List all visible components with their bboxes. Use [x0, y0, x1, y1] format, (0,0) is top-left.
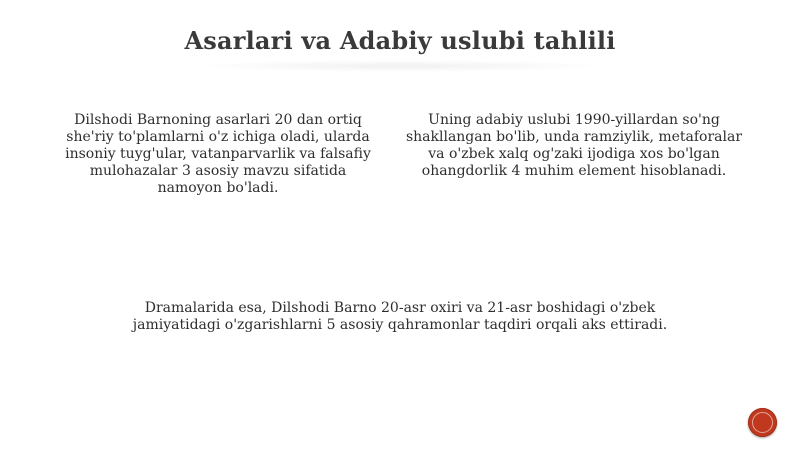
slide-title: Asarlari va Adabiy uslubi tahlili	[184, 26, 616, 55]
circle-button-icon[interactable]	[748, 408, 777, 437]
right-text-block: Uning adabiy uslubi 1990-yillardan so'ng shakllangan bo'lib, unda ramziylik, metaforalar va o'zbek xalq og'zaki ijodiga xos bo'lgan ohangdorlik 4 muhim element hisoblanadi.	[405, 112, 743, 179]
left-text-block: Dilshodi Barnoning asarlari 20 dan ortiq she'riy to'plamlarni o'z ichiga oladi, ularda insoniy tuyg'ular, vatanparvarlik va falsafiy mulohazalar 3 asosiy mavzu sifatida namoyon bo'ladi.	[65, 112, 371, 196]
nav-button-ring	[752, 412, 773, 433]
title-shadow	[190, 60, 610, 72]
bottom-text-block: Dramalarida esa, Dilshodi Barno 20-asr oxiri va 21-asr boshidagi o'zbek jamiyatidagi o'zgarishlarni 5 asosiy qahramonlar taqdiri orqali aks ettiradi.	[132, 300, 668, 333]
